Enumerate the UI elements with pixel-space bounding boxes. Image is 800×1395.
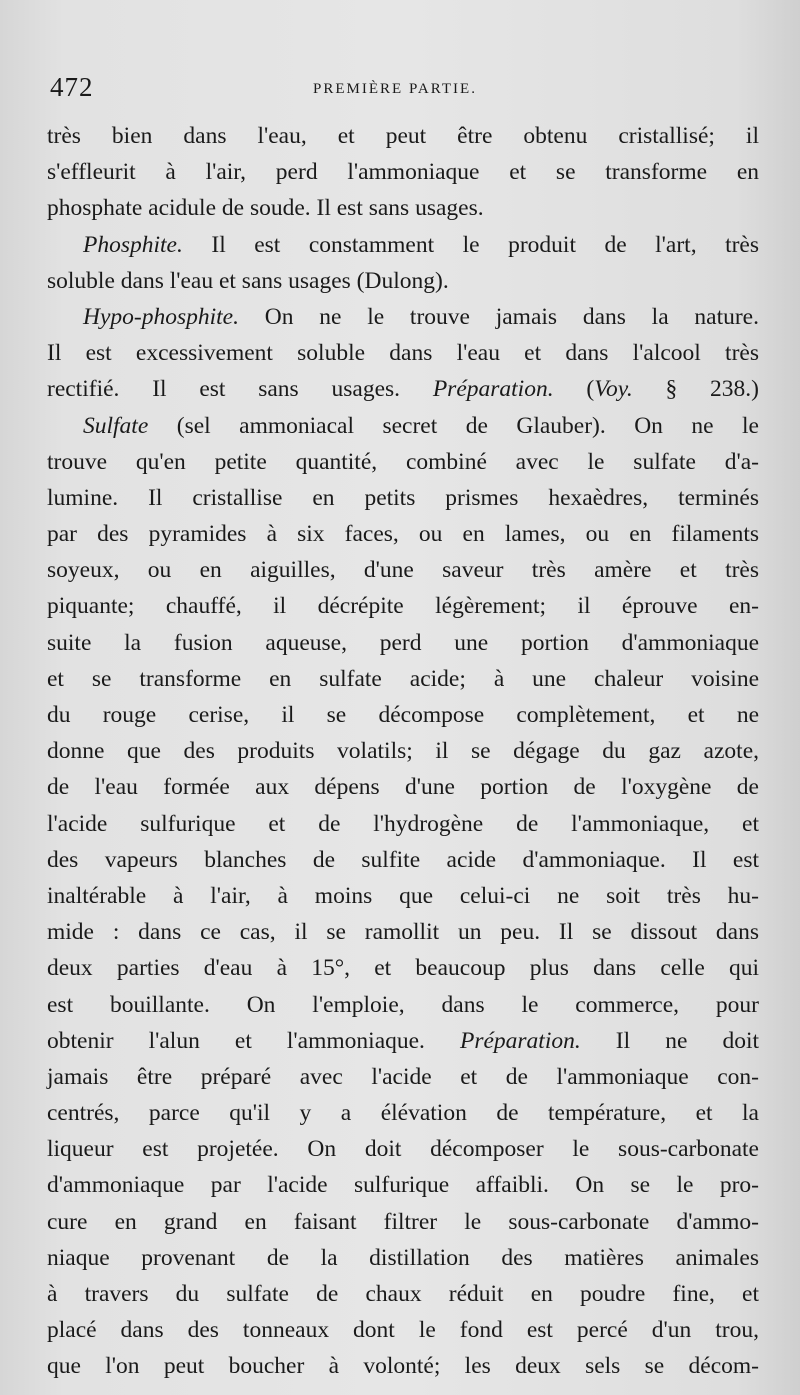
- text-line: [47, 1167, 759, 1203]
- text-line: [47, 444, 759, 480]
- text-line: [47, 190, 759, 226]
- text-segment: cure en grand en faisant filtrer le sous-carbonate d'ammo-: [47, 1208, 759, 1235]
- text-line: [47, 1348, 759, 1384]
- text-segment: piquante; chauffé, il décrépite légèrement; il éprouve en-: [47, 593, 759, 620]
- running-head: [50, 72, 740, 108]
- text-line: [47, 588, 759, 624]
- text-segment: (: [553, 376, 595, 403]
- text-segment: s'effleurit à l'air, perd l'ammoniaque et se transforme en: [47, 159, 759, 186]
- text-segment: du rouge cerise, il se décompose complètement, et ne: [47, 702, 759, 728]
- text-segment: très bien dans l'eau, et peut être obtenu cristallisé; il: [47, 123, 759, 149]
- text-line: [47, 806, 759, 842]
- text-segment: d'ammoniaque par l'acide sulfurique affaibli. On se le pro-: [47, 1172, 759, 1199]
- text-line: [47, 914, 759, 950]
- text-line: [47, 878, 759, 914]
- text-segment: soluble dans l'eau et sans usages (Dulong).: [47, 267, 449, 294]
- text-line: [47, 1023, 759, 1059]
- text-line: [47, 1095, 759, 1131]
- text-line: [47, 1204, 759, 1240]
- text-segment: de l'eau formée aux dépens d'une portion de l'oxygène de: [47, 774, 759, 801]
- text-line: [47, 697, 759, 733]
- page-number: 472: [50, 72, 94, 102]
- text-line: [47, 335, 759, 371]
- text-line: [47, 1276, 759, 1312]
- text-line: [47, 661, 759, 697]
- text-segment: rectifié. Il est sans usages.: [47, 376, 433, 403]
- text-line: [47, 733, 759, 769]
- text-line: [47, 371, 759, 407]
- italic-term: Hypo-phosphite.: [83, 303, 239, 330]
- text-segment: à travers du sulfate de chaux réduit en poudre fine, et: [47, 1281, 759, 1307]
- text-line: [47, 516, 759, 552]
- text-segment: jamais être préparé avec l'acide et de l'ammoniaque con-: [47, 1063, 759, 1090]
- body-text: [47, 118, 759, 1385]
- italic-term: Préparation.: [432, 376, 554, 403]
- text-segment: deux parties d'eau à 15°, et beaucoup plus dans celle qui: [47, 955, 759, 982]
- text-line: [47, 769, 759, 805]
- text-segment: et se transforme en sulfate acide; à une chaleur voisine: [47, 665, 759, 692]
- text-segment: Il est constamment le produit de l'art, très: [182, 231, 759, 258]
- text-line: [47, 263, 759, 299]
- text-segment: soyeux, ou en aiguilles, d'une saveur très amère et très: [47, 557, 759, 584]
- text-line: [47, 227, 759, 263]
- italic-term: Sulfate: [83, 412, 149, 439]
- text-line: [47, 1131, 759, 1167]
- text-line: [47, 950, 759, 986]
- text-line: [47, 987, 759, 1023]
- text-segment: centrés, parce qu'il y a élévation de température, et la: [47, 1100, 759, 1127]
- text-line: [47, 842, 759, 878]
- text-segment: que l'on peut boucher à volonté; les deux sels se décom-: [47, 1353, 759, 1380]
- text-segment: obtenir l'alun et l'ammoniaque.: [47, 1027, 460, 1054]
- italic-term: Préparation.: [459, 1027, 581, 1054]
- text-segment: liqueur est projetée. On doit décomposer le sous-carbonate: [47, 1136, 759, 1163]
- text-line: [47, 1312, 759, 1348]
- text-segment: suite la fusion aqueuse, perd une portion d'ammoniaque: [47, 629, 759, 656]
- text-segment: mide : dans ce cas, il se ramollit un peu. Il se dissout dans: [47, 919, 759, 946]
- text-line: [47, 480, 759, 516]
- italic-term: Phosphite.: [83, 231, 183, 258]
- text-segment: l'acide sulfurique et de l'hydrogène de l'ammoniaque, et: [47, 810, 759, 837]
- text-segment: inaltérable à l'air, à moins que celui-ci ne soit très hu-: [47, 882, 759, 909]
- text-line: [47, 1059, 759, 1095]
- text-segment: trouve qu'en petite quantité, combiné avec le sulfate d'a-: [47, 448, 759, 475]
- text-segment: phosphate acidule de soude. Il est sans usages.: [47, 195, 484, 222]
- text-line: [47, 1240, 759, 1276]
- text-segment: § 238.): [632, 376, 759, 403]
- italic-term: Voy.: [594, 376, 633, 403]
- running-head-title: PREMIÈRE PARTIE.: [313, 81, 477, 97]
- text-segment: placé dans des tonneaux dont le fond est percé d'un trou,: [47, 1317, 759, 1344]
- text-line: [47, 118, 759, 154]
- text-segment: niaque provenant de la distillation des matières animales: [47, 1244, 759, 1271]
- text-segment: donne que des produits volatils; il se dégage du gaz azote,: [47, 738, 759, 765]
- text-segment: Il ne doit: [580, 1027, 760, 1054]
- text-segment: On ne le trouve jamais dans la nature.: [239, 303, 759, 330]
- text-segment: (sel ammoniacal secret de Glauber). On ne le: [148, 412, 759, 439]
- text-line: [47, 154, 759, 190]
- text-line: [47, 299, 759, 335]
- text-line: [47, 552, 759, 588]
- text-segment: est bouillante. On l'emploie, dans le commerce, pour: [47, 991, 759, 1018]
- text-segment: lumine. Il cristallise en petits prismes hexaèdres, terminés: [47, 484, 759, 511]
- text-line: [47, 625, 759, 661]
- text-line: [47, 408, 759, 444]
- text-segment: Il est excessivement soluble dans l'eau et dans l'alcool très: [47, 340, 759, 367]
- text-segment: par des pyramides à six faces, ou en lames, ou en filaments: [47, 521, 759, 548]
- text-segment: des vapeurs blanches de sulfite acide d'ammoniaque. Il est: [47, 846, 759, 873]
